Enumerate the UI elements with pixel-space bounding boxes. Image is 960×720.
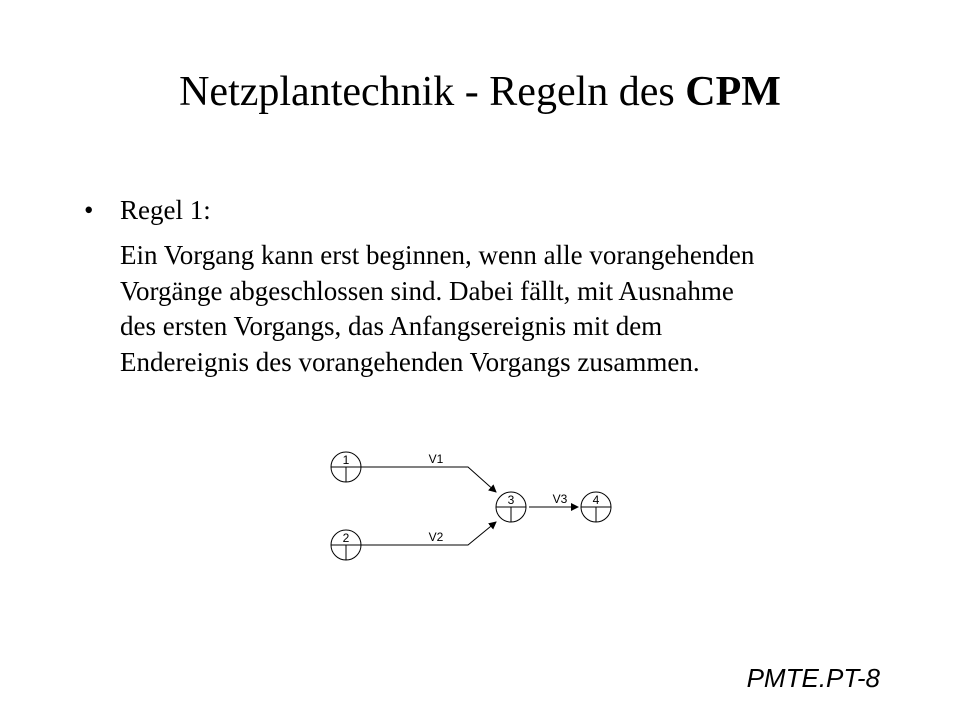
node-label: 4: [592, 493, 600, 507]
edge-label-v3: V3: [552, 492, 568, 506]
rule-label: Regel 1:: [120, 195, 211, 225]
title-text: Netzplantechnik - Regeln des: [179, 69, 686, 115]
slide-title: [0, 66, 960, 118]
node-4: [581, 492, 611, 522]
rule-line: Ein Vorgang kann erst beginnen, wenn alle vorangehenden: [120, 240, 755, 270]
network-diagram: [320, 445, 620, 575]
node-label: 2: [342, 531, 350, 545]
node-label: 1: [342, 453, 350, 467]
edge-label-v1: V1: [428, 452, 444, 466]
edge-label-v2: V2: [428, 530, 444, 544]
rule-text: [120, 238, 880, 380]
title-bold: CPM: [685, 69, 781, 115]
bullet-icon: •: [84, 195, 94, 225]
node-3: [496, 492, 526, 522]
rule-line: Endereignis des vorangehenden Vorgangs zusammen.: [120, 346, 700, 377]
edge-v1: [361, 467, 496, 492]
node-2: [331, 530, 361, 560]
rule-bullet: [84, 193, 211, 227]
node-label: 3: [507, 493, 515, 507]
slide-footer-code: PMTE.PT-8: [746, 663, 880, 693]
node-1: [331, 452, 361, 482]
rule-line: Vorgänge abgeschlossen sind. Dabei fällt, mit Ausnahme: [120, 275, 734, 306]
rule-line: des ersten Vorgangs, das Anfangsereignis mit dem: [120, 311, 663, 341]
